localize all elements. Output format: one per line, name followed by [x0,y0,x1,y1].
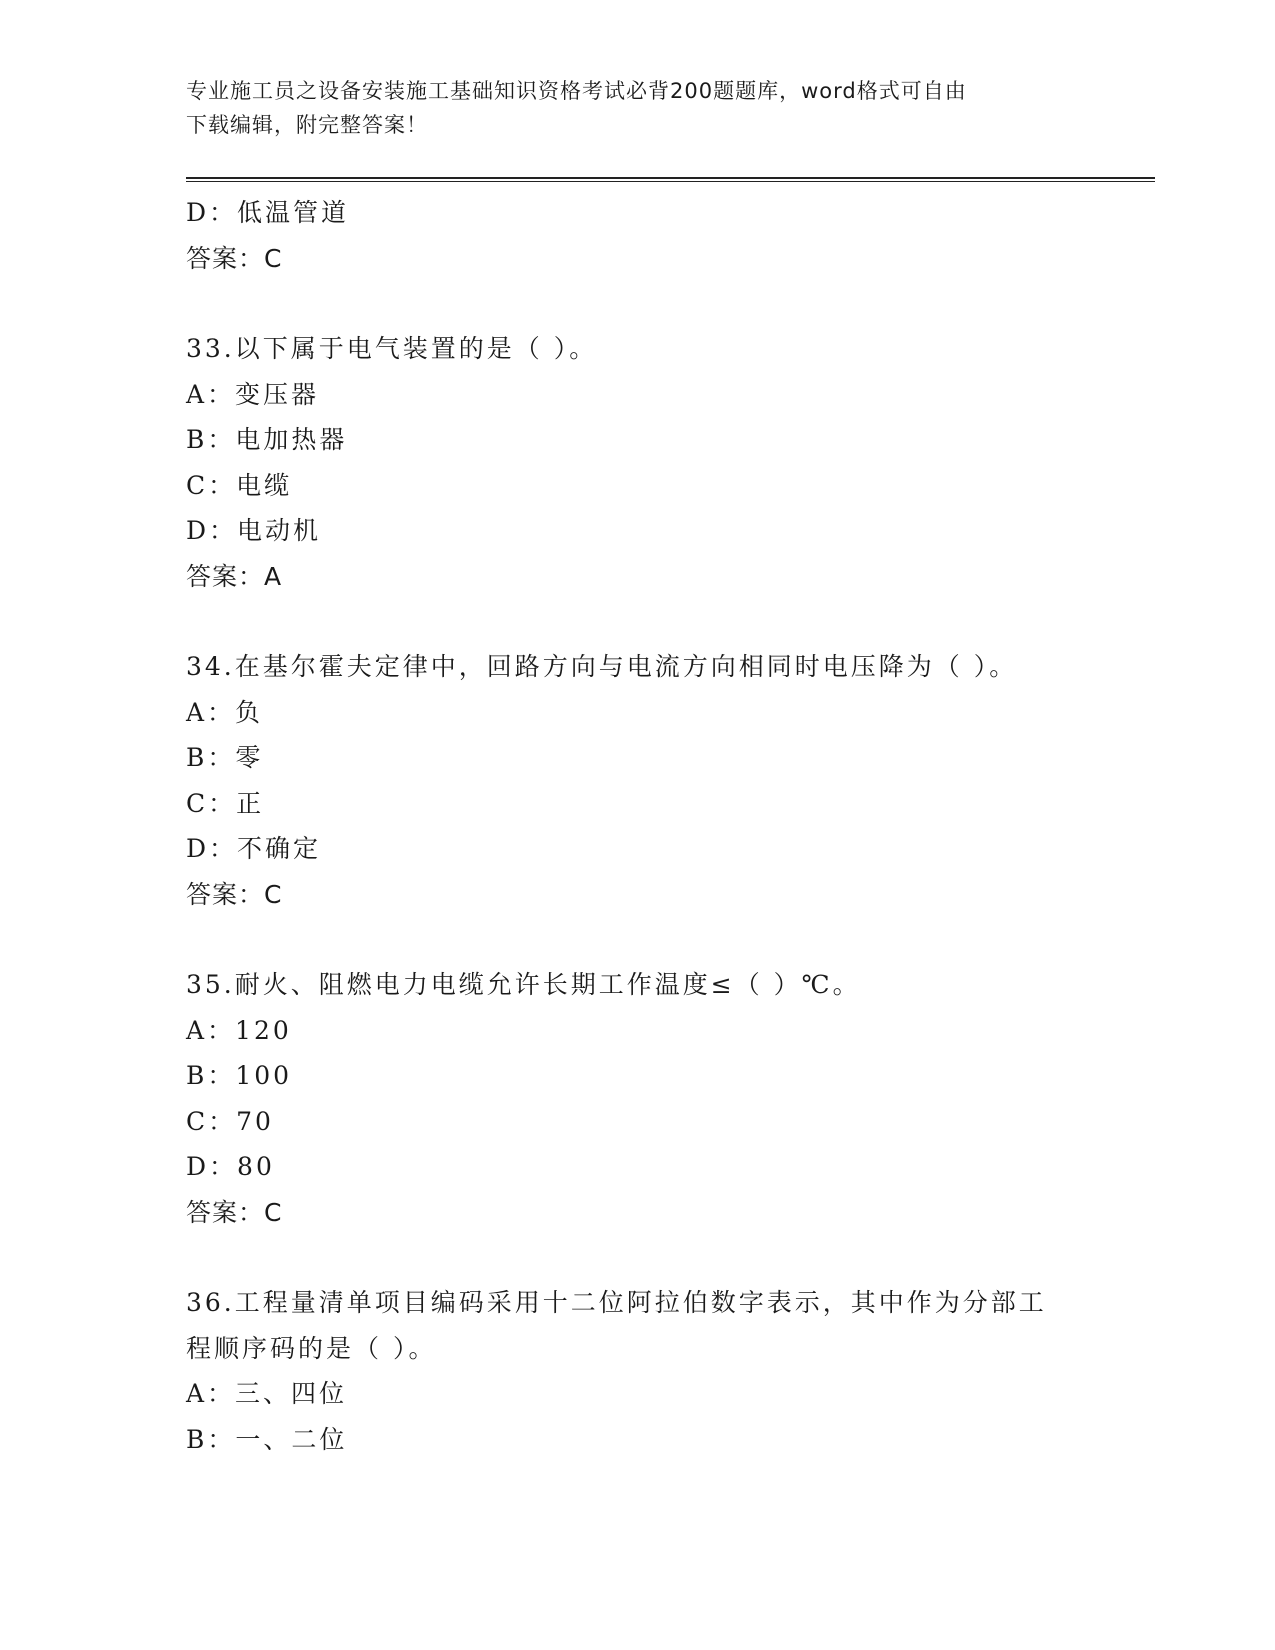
question-block [186,1280,1146,1462]
option-a: A：变压器 [186,379,320,409]
option-b: B：零 [186,743,264,772]
question-stem: 34.在基尔霍夫定律中，回路方向与电流方向相同时电压降为（ ）。 [186,652,1018,681]
option-b: B：一、二位 [186,1424,348,1454]
question-stem: 35.耐火、阻燃电力电缆允许长期工作温度≤（ ）℃。 [186,970,861,999]
option-d: D：电动机 [186,516,322,545]
question-block [186,644,1146,917]
answer-label: 答案：A [186,561,283,591]
option-b: B：100 [186,1061,293,1090]
question-block [186,326,1146,599]
answer-label: 答案：C [186,1197,283,1227]
option-d: D：80 [186,1152,275,1181]
question-list [186,190,1146,1462]
option-d: D：不确定 [186,834,322,863]
header-divider [186,177,1155,182]
option-c: C：正 [186,788,265,818]
option-a: A：负 [186,697,264,727]
header-line-1: 专业施工员之设备安装施工基础知识资格考试必背200题题库，word格式可自由 [186,79,967,103]
answer-label: 答案：C [186,879,283,909]
option-a: A：120 [186,1015,292,1045]
question-stem: 33.以下属于电气装置的是（ ）。 [186,334,598,363]
question-stem: 36.工程量清单项目编码采用十二位阿拉伯数字表示，其中作为分部工程顺序码的是（ ）。 [186,1288,1047,1363]
answer-label: 答案：C [186,243,283,273]
option-b: B：电加热器 [186,425,348,454]
question-block [186,962,1146,1235]
header-line-2: 下载编辑，附完整答案！ [186,113,428,137]
option-d: D：低温管道 [186,198,350,227]
option-c: C：70 [186,1106,274,1136]
document-header [186,74,1086,142]
option-a: A：三、四位 [186,1379,348,1408]
option-c: C：电缆 [186,470,293,500]
